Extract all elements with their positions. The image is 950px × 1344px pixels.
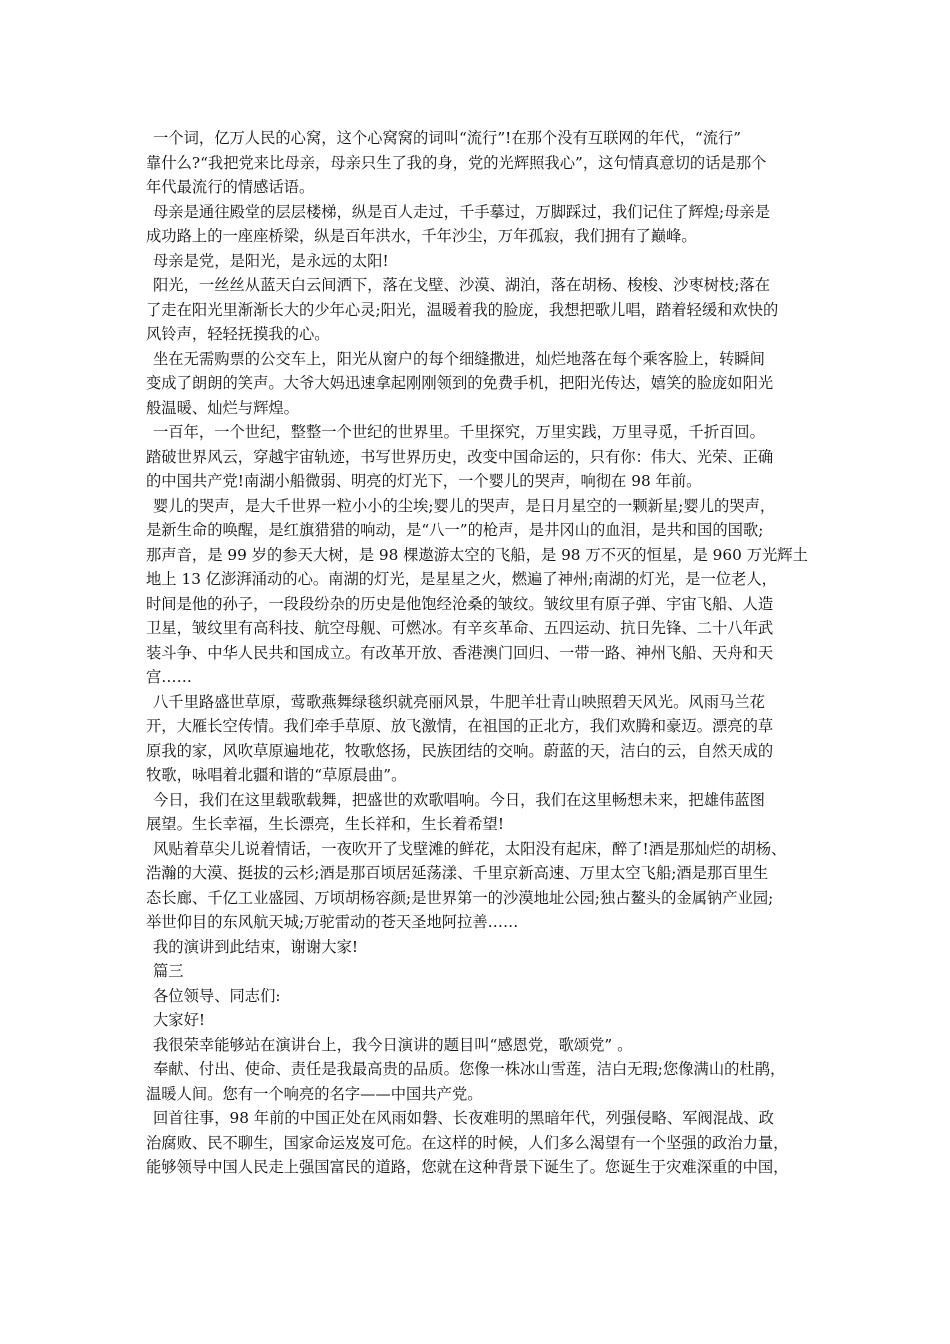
text-line: 我的演讲到此结束，谢谢大家!	[153, 937, 359, 956]
text-line: 一个词，亿万人民的心窝，这个心窝窝的词叫“流行”!在那个没有互联网的年代，“流行”	[153, 129, 742, 147]
text-line: 变成了朗朗的笑声。大爷大妈迅速拿起刚刚领到的免费手机，把阳光传达，嬉笑的脸庞如阳光	[146, 374, 774, 392]
text-line: 大家好!	[153, 1011, 206, 1029]
text-line: 的中国共产党!南湖小船微弱、明亮的灯光下，一个婴儿的哭声，响彻在 98 年前。	[146, 472, 702, 490]
text-line: 那声音，是 99 岁的参天大树，是 98 棵遨游太空的飞船，是 98 万不灭的恒星，是 960 万光辉土	[146, 545, 808, 564]
text-line: 地上 13 亿澎湃涌动的心。南湖的灯光，是星星之火，燃遍了神州;南湖的灯光，是一位老人，	[146, 570, 777, 588]
text-line: 时间是他的孙子，一段段纷杂的历史是他饱经沧桑的皱纹。皱纹里有原子弹、宇宙飞船、人造	[146, 594, 774, 613]
text-line: 浩瀚的大漠、挺拔的云杉;酒是那百顷居延荡漾、千里京新高速、万里太空飞船;酒是那百里生	[146, 864, 769, 882]
text-line: 母亲是党，是阳光，是永远的太阳!	[153, 251, 389, 270]
text-line: 开，大雁长空传情。我们牵手草原、放飞激情，在祖国的正北方，我们欢腾和豪迈。漂亮的草	[146, 717, 774, 735]
text-line: 婴儿的哭声，是大千世界一粒小小的尘埃;婴儿的哭声，是日月星空的一颗新星;婴儿的哭声，	[153, 496, 776, 515]
text-line: 靠什么?“我把党来比母亲，母亲只生了我的身，党的光辉照我心”，这句情真意切的话是那个	[146, 153, 767, 172]
text-line: 风贴着草尖儿说着情话，一夜吹开了戈壁滩的鲜花，太阳没有起床，醉了!酒是那灿烂的胡杨、	[153, 839, 787, 858]
text-line: 坐在无需购票的公交车上，阳光从窗户的每个细缝撒进，灿烂地落在每个乘客脸上，转瞬间	[153, 349, 765, 368]
text-line: 风铃声，轻轻抚摸我的心。	[146, 325, 330, 343]
text-line: 展望。生长幸福，生长漂亮，生长祥和，生长着希望!	[146, 815, 504, 833]
text-line: 卫星，皱纹里有高科技、航空母舰、可燃冰。有辛亥革命、五四运动、抗日先锋、二十八年武	[146, 619, 774, 637]
text-line: 原我的家，风吹草原遍地花，牧歌悠扬，民族团结的交响。蔚蓝的天，洁白的云，自然天成的	[146, 741, 774, 760]
text-line: 篇三	[153, 962, 184, 980]
text-line: 阳光，一丝丝从蓝天白云间洒下，落在戈壁、沙漠、湖泊，落在胡杨、梭梭、沙枣树枝;落在	[153, 276, 771, 294]
text-line: 八千里路盛世草原，莺歌燕舞绿毯织就亮丽风景，牛肥羊壮青山映照碧天风光。风雨马兰花	[153, 692, 765, 711]
text-line: 能够领导中国人民走上强国富民的道路，您就在这种背景下诞生了。您诞生于灾难深重的中国，	[146, 1158, 789, 1176]
text-line: 母亲是通往殿堂的层层楼梯，纵是百人走过，千手摹过，万脚踩过，我们记住了辉煌;母亲是	[153, 202, 771, 221]
text-line: 是新生命的唤醒，是红旗猎猎的响动，是“八一”的枪声，是井冈山的血泪，是共和国的国歌;	[146, 521, 764, 539]
text-line: 温暖人间。您有一个响亮的名字——中国共产党。	[146, 1084, 483, 1103]
text-line: 我很荣幸能够站在演讲台上，我今日演讲的题目叫“感恩党，歌颂党” 。	[153, 1035, 633, 1054]
text-line: 踏破世界风云，穿越宇宙轨迹，书写世界历史，改变中国命运的，只有你：伟大、光荣、正确	[146, 447, 774, 466]
text-line: 装斗争、中华人民共和国成立。有改革开放、香港澳门回归、一带一路、神州飞船、天舟和天	[146, 643, 774, 662]
text-line: 一百年，一个世纪，整整一个世纪的世界里。千里探究，万里实践，万里寻觅，千折百回。	[153, 423, 765, 441]
text-line: 奉献、付出、使命、责任是我最高贵的品质。您像一株冰山雪莲，洁白无瑕;您像满山的杜鹃，	[153, 1060, 786, 1078]
text-line: 态长廊、千亿工业盛园、万顷胡杨容颜;是世界第一的沙漠地址公园;独占鳌头的金属钠产业园;	[146, 888, 774, 907]
text-line: 成功路上的一座座桥梁，纵是百年洪水，千年沙尘，万年孤寂，我们拥有了巅峰。	[146, 227, 697, 245]
text-line: 了走在阳光里渐渐长大的少年心灵;阳光，温暖着我的脸庞，我想把歌儿唱，踏着轻缓和欢快的	[146, 300, 779, 319]
text-line: 各位领导、同志们:	[153, 986, 281, 1005]
text-line: 宫……	[146, 668, 192, 686]
text-line: 举世仰目的东风航天城;万驼雷动的苍天圣地阿拉善……	[146, 913, 519, 931]
text-line: 年代最流行的情感话语。	[146, 178, 315, 196]
text-line: 回首往事，98 年前的中国正处在风雨如磐、长夜难明的黑暗年代，列强侵略、军阀混战、政	[153, 1109, 774, 1127]
text-line: 牧歌，咏唱着北疆和谐的“草原晨曲”。	[146, 766, 407, 784]
text-line: 般温暖、灿烂与辉煌。	[146, 398, 299, 417]
text-line: 治腐败、民不聊生，国家命运岌岌可危。在这样的时候，人们多么渴望有一个坚强的政治力量，	[146, 1133, 789, 1152]
text-line: 今日，我们在这里载歌载舞，把盛世的欢歌唱响。今日，我们在这里畅想未来，把雄伟蓝图	[153, 790, 765, 809]
document-page	[146, 126, 816, 1180]
